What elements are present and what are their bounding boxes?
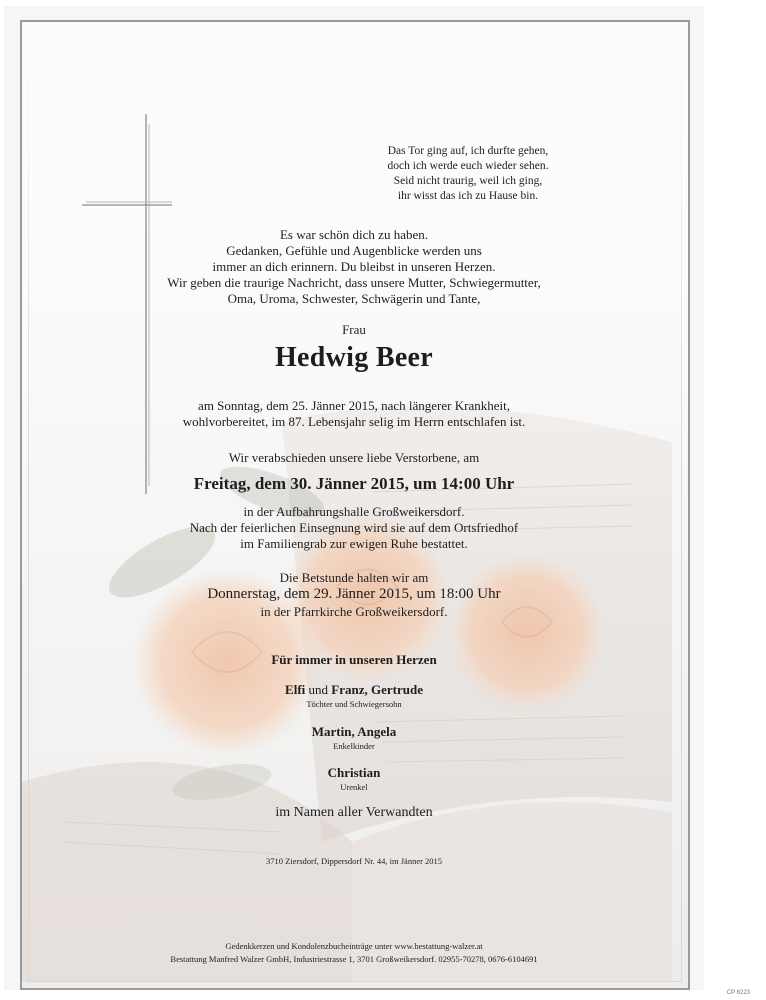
motto: Für immer in unseren Herzen bbox=[271, 652, 437, 667]
footer-line: Bestattung Manfred Walzer GmbH, Industriestrasse 1, 3701 Großweikersdorf. 02955-70278, 0676-6104691 bbox=[170, 954, 538, 964]
mourner-relation: Urenkel bbox=[340, 782, 368, 792]
mourner-relation: Töchter und Schwiegersohn bbox=[306, 699, 402, 709]
mourner-name: Elfi bbox=[285, 682, 306, 697]
obituary-content bbox=[4, 6, 704, 990]
death-notice-line: wohlvorbereitet, im 87. Lebensjahr selig im Herrn entschlafen ist. bbox=[182, 414, 526, 429]
mourner-relation: Enkelkinder bbox=[333, 741, 375, 751]
intro-line: immer an dich erinnern. Du bleibst in unseren Herzen. bbox=[212, 259, 496, 274]
prayer-intro: Die Betstunde halten wir am bbox=[279, 570, 429, 585]
poem-line: ihr wisst das ich zu Hause bin. bbox=[397, 190, 539, 202]
prayer-place: in der Pfarrkirche Großweikersdorf. bbox=[260, 604, 448, 619]
poem-line: Seid nicht traurig, weil ich ging, bbox=[393, 175, 543, 187]
obituary-sheet bbox=[4, 6, 704, 990]
prayer-date: Donnerstag, dem 29. Jänner 2015, um 18:00 Uhr bbox=[207, 586, 501, 602]
relatives-line: im Namen aller Verwandten bbox=[275, 805, 433, 820]
intro-line: Oma, Uroma, Schwester, Schwägerin und Tante, bbox=[227, 291, 481, 306]
intro-line: Es war schön dich zu haben. bbox=[279, 227, 428, 242]
mourner-group-names bbox=[4, 682, 704, 698]
mourner-group-names: Martin, Angela bbox=[311, 724, 397, 739]
funeral-detail-line: in der Aufbahrungshalle Großweikersdorf. bbox=[243, 504, 465, 519]
mourner-group-names: Christian bbox=[327, 765, 381, 780]
intro-line: Wir geben die traurige Nachricht, dass unsere Mutter, Schwiegermutter, bbox=[167, 275, 541, 290]
place-date: 3710 Ziersdorf, Dippersdorf Nr. 44, im Jänner 2015 bbox=[265, 856, 443, 866]
funeral-detail-line: Nach der feierlichen Einsegnung wird sie auf dem Ortsfriedhof bbox=[189, 520, 519, 535]
farewell-intro: Wir verabschieden unsere liebe Verstorbene, am bbox=[228, 450, 480, 465]
corner-code: CP 8223 bbox=[726, 990, 750, 996]
poem-line: Das Tor ging auf, ich durfte gehen, bbox=[387, 145, 549, 157]
funeral-detail-line: im Familiengrab zur ewigen Ruhe bestattet. bbox=[240, 536, 468, 551]
funeral-date: Freitag, dem 30. Jänner 2015, um 14:00 Uhr bbox=[193, 474, 515, 493]
deceased-name: Hedwig Beer bbox=[274, 342, 434, 373]
salutation: Frau bbox=[342, 322, 366, 337]
mourner-joiner: und bbox=[308, 682, 329, 697]
footer-line: Gedenkkerzen und Kondolenzbucheinträge unter www.bestattung-walzer.at bbox=[225, 941, 483, 951]
intro-line: Gedanken, Gefühle und Augenblicke werden uns bbox=[226, 243, 482, 258]
death-notice-line: am Sonntag, dem 25. Jänner 2015, nach längerer Krankheit, bbox=[198, 398, 510, 413]
mourner-name: Franz, Gertrude bbox=[331, 682, 423, 697]
poem-line: doch ich werde euch wieder sehen. bbox=[387, 160, 549, 172]
